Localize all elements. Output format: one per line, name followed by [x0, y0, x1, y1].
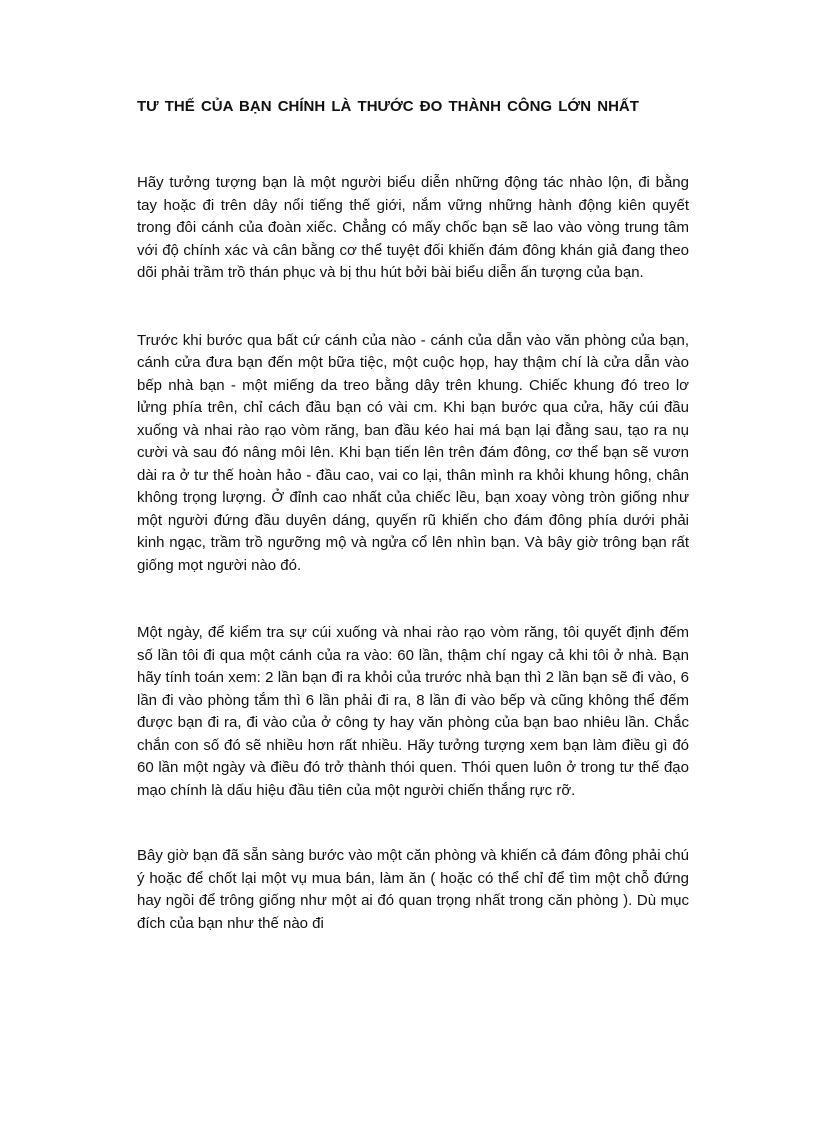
document-title: TƯ THẾ CỦA BẠN CHÍNH LÀ THƯỚC ĐO THÀNH CÔNG LỚN NHẤT [137, 98, 639, 115]
document-body [137, 96, 689, 935]
paragraph-entering-room: Bây giờ bạn đã sẵn sàng bước vào một căn phòng và khiến cả đám đông phải chú ý hoặc để chốt lại một vụ mua bán, làm ăn ( hoặc có thể chỉ để tìm một chỗ đứng hay ngồi để trông giống như một ai đó quan trọng nhất trong căn phòng ). Dù mục đích của bạn như thế nào đi [137, 847, 689, 932]
paragraph-counting-doors: Một ngày, để kiểm tra sự cúi xuống và nhai rào rạo vòm răng, tôi quyết định đếm số lần tôi đi qua một cánh của ra vào: 60 lần, thậm chí ngay cả khi tôi ở nhà. Bạn hãy tính toán xem: 2 lần bạn đi ra khỏi của trước nhà bạn thì 2 lần bạn sẽ đi vào, 6 lần đi vào phòng tắm thì 6 lần phải đi ra, 8 lần đi vào bếp và cũng không thể đếm được bạn đi ra, đi vào của ở công ty hay văn phòng của bạn bao nhiêu lần. Chắc chắn con số đó sẽ nhiều hơn rất nhiều. Hãy tưởng tượng xem bạn làm điều gì đó 60 lần một ngày và điều đó trở thành thói quen. Thói quen luôn ở trong tư thế đạo mạo chính là dấu hiệu đầu tiên của một người chiến thắng rực rỡ. [137, 624, 689, 799]
paragraph-doorway-posture: Trước khi bước qua bất cứ cánh của nào - cánh của dẫn vào văn phòng của bạn, cánh cửa đưa bạn đến một bữa tiệc, một cuộc họp, hay thậm chí là cửa dẫn vào bếp nhà bạn - một miếng da treo bằng dây trên khung. Chiếc khung đó treo lơ lửng phía trên, chỉ cách đầu bạn có vài cm. Khi bạn bước qua cửa, hãy cúi đầu xuống và nhai rào rạo vòm răng, ban đầu kéo hai má bạn lại đằng sau, tạo ra nụ cười và sau đó nâng môi lên. Khi bạn tiến lên trên đám đông, cơ thể bạn sẽ vươn dài ra ở tư thế hoàn hảo - đầu cao, vai co lại, thân mình ra khỏi khung hông, chân không trọng lượng. Ở đỉnh cao nhất của chiếc lều, bạn xoay vòng tròn giống như một người đứng đầu duyên dáng, quyến rũ khiến cho đám đông phía dưới phải kinh ngạc, trầm trồ ngưỡng mộ và ngửa cổ lên nhìn bạn. Và bây giờ trông bạn rất giống mọt người nào đó. [137, 331, 689, 574]
paragraph-circus-intro: Hãy tưởng tượng bạn là một người biểu diễn những động tác nhào lộn, đi bằng tay hoặc đi trên dây nổi tiếng thế giới, nắm vững những hành động kiên quyết trong đôi cánh của đoàn xiếc. Chẳng có mấy chốc bạn sẽ lao vào vòng trung tâm với độ chính xác và cân bằng cơ thể tuyệt đối khiến đám đông khán giả đang theo dõi phải trầm trồ thán phục và bị thu hút bởi bài biểu diễn ấn tượng của bạn. [137, 174, 689, 281]
